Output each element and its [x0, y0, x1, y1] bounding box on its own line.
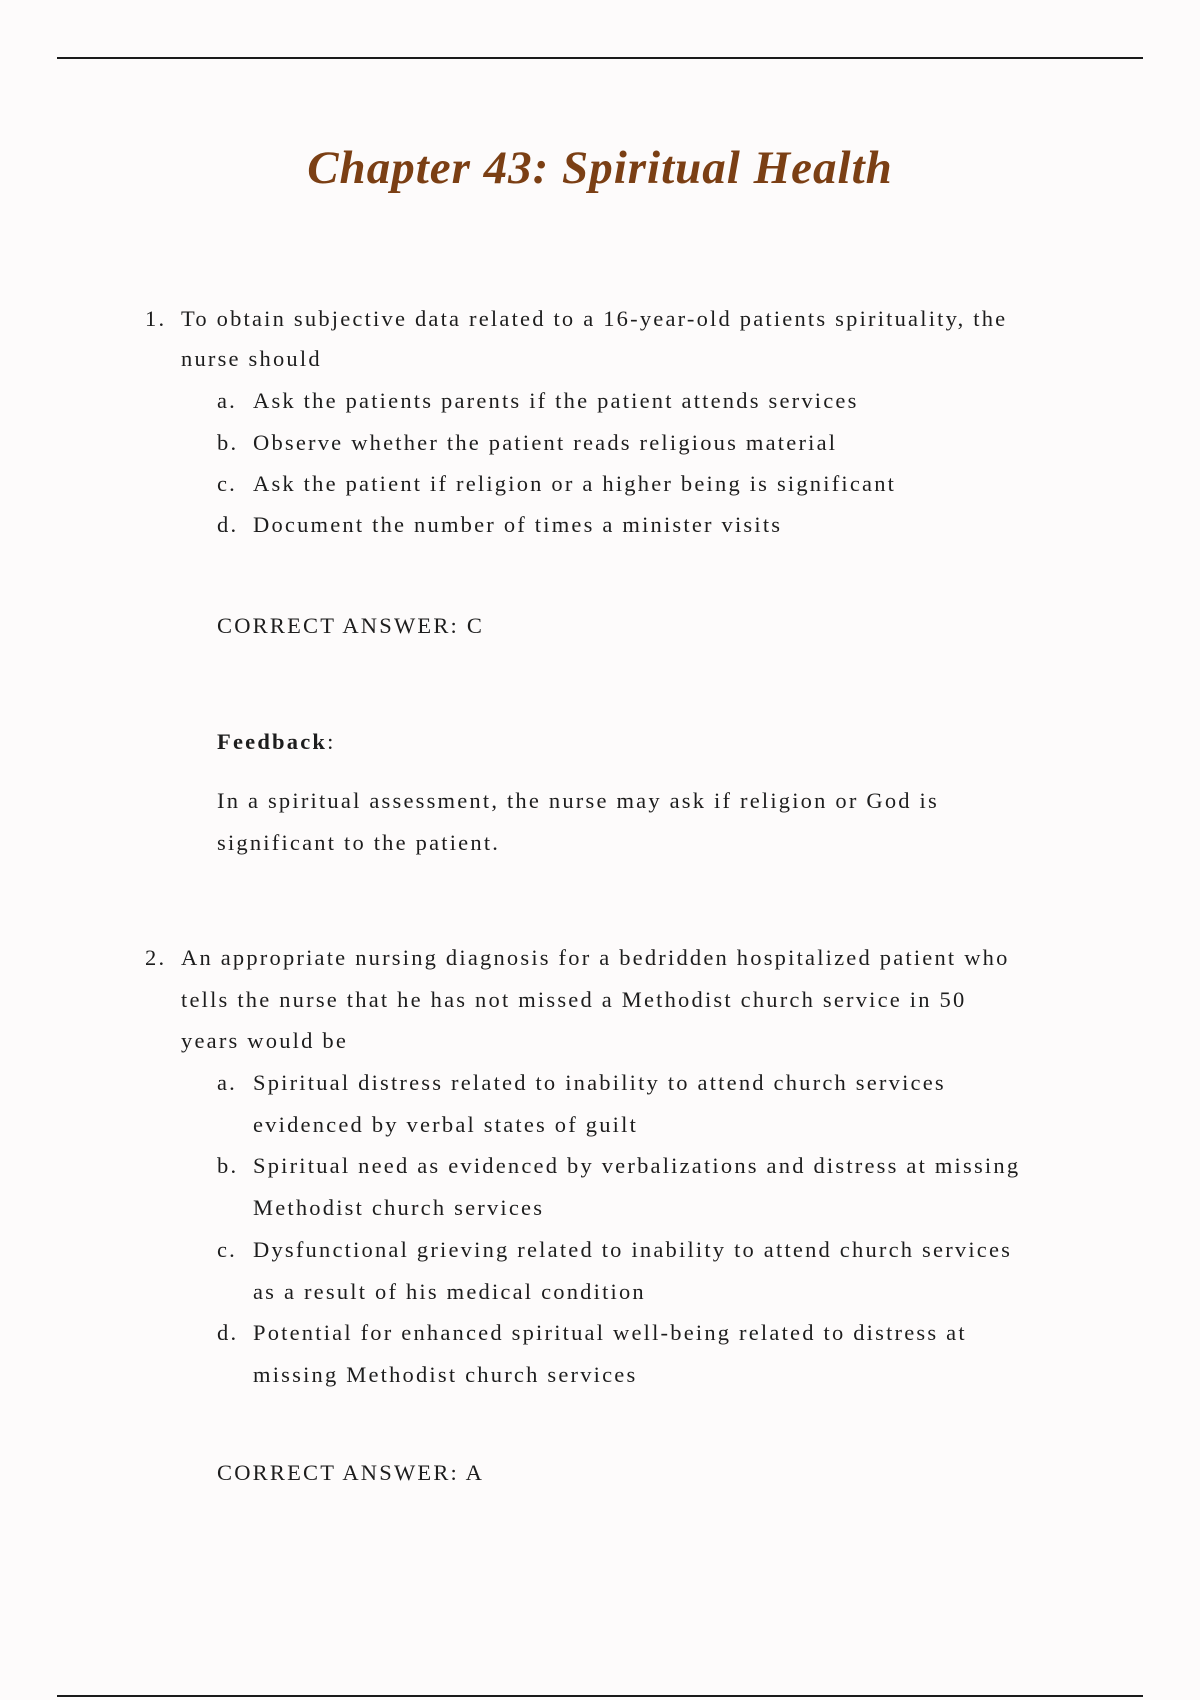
feedback-heading: [217, 721, 336, 762]
question-stem-line: nurse should: [181, 346, 322, 371]
feedback-colon: :: [327, 729, 336, 754]
option-text-d-cont: missing Methodist church services: [253, 1362, 638, 1387]
question-stem-line: An appropriate nursing diagnosis for a bedridden hospitalized patient who: [181, 945, 1010, 970]
option-letter-c: c.: [217, 1237, 238, 1262]
option-letter-b: b.: [217, 1153, 239, 1178]
question-number: 2.: [145, 945, 167, 970]
option-letter-d: d.: [217, 1320, 239, 1345]
page-title: Chapter 43: Spiritual Health: [307, 142, 893, 194]
option-text-c: Ask the patient if religion or a higher being is significant: [253, 471, 897, 496]
option-text-b: Observe whether the patient reads religious material: [253, 430, 838, 455]
top-rule: [57, 57, 1143, 59]
option-text-d: Potential for enhanced spiritual well-being related to distress at: [253, 1320, 967, 1345]
question-stem-line: To obtain subjective data related to a 16-year-old patients spirituality, the: [181, 306, 1008, 331]
option-text-b: Spiritual need as evidenced by verbalizations and distress at missing: [253, 1153, 1021, 1178]
option-letter-a: a.: [217, 388, 238, 413]
option-text-c: Dysfunctional grieving related to inability to attend church services: [253, 1237, 1013, 1262]
option-text-c-cont: as a result of his medical condition: [253, 1279, 646, 1304]
question-stem-line: tells the nurse that he has not missed a Methodist church service in 50: [181, 987, 967, 1012]
feedback-text-line: In a spiritual assessment, the nurse may ask if religion or God is: [217, 788, 939, 813]
option-text-a: Spiritual distress related to inability to attend church services: [253, 1070, 946, 1095]
question-number: 1.: [145, 306, 167, 331]
option-letter-d: d.: [217, 512, 239, 537]
option-text-a-cont: evidenced by verbal states of guilt: [253, 1112, 639, 1137]
option-letter-a: a.: [217, 1070, 238, 1095]
option-text-d: Document the number of times a minister visits: [253, 512, 783, 537]
option-letter-b: b.: [217, 430, 239, 455]
question-stem-line: years would be: [181, 1028, 349, 1053]
bottom-rule: [57, 1695, 1143, 1697]
option-text-b-cont: Methodist church services: [253, 1195, 545, 1220]
option-letter-c: c.: [217, 471, 238, 496]
feedback-text-line: significant to the patient.: [217, 830, 501, 855]
correct-answer: CORRECT ANSWER: C: [217, 613, 485, 638]
feedback-label: Feedback: [217, 729, 328, 754]
option-text-a: Ask the patients parents if the patient attends services: [253, 388, 859, 413]
correct-answer: CORRECT ANSWER: A: [217, 1460, 485, 1485]
